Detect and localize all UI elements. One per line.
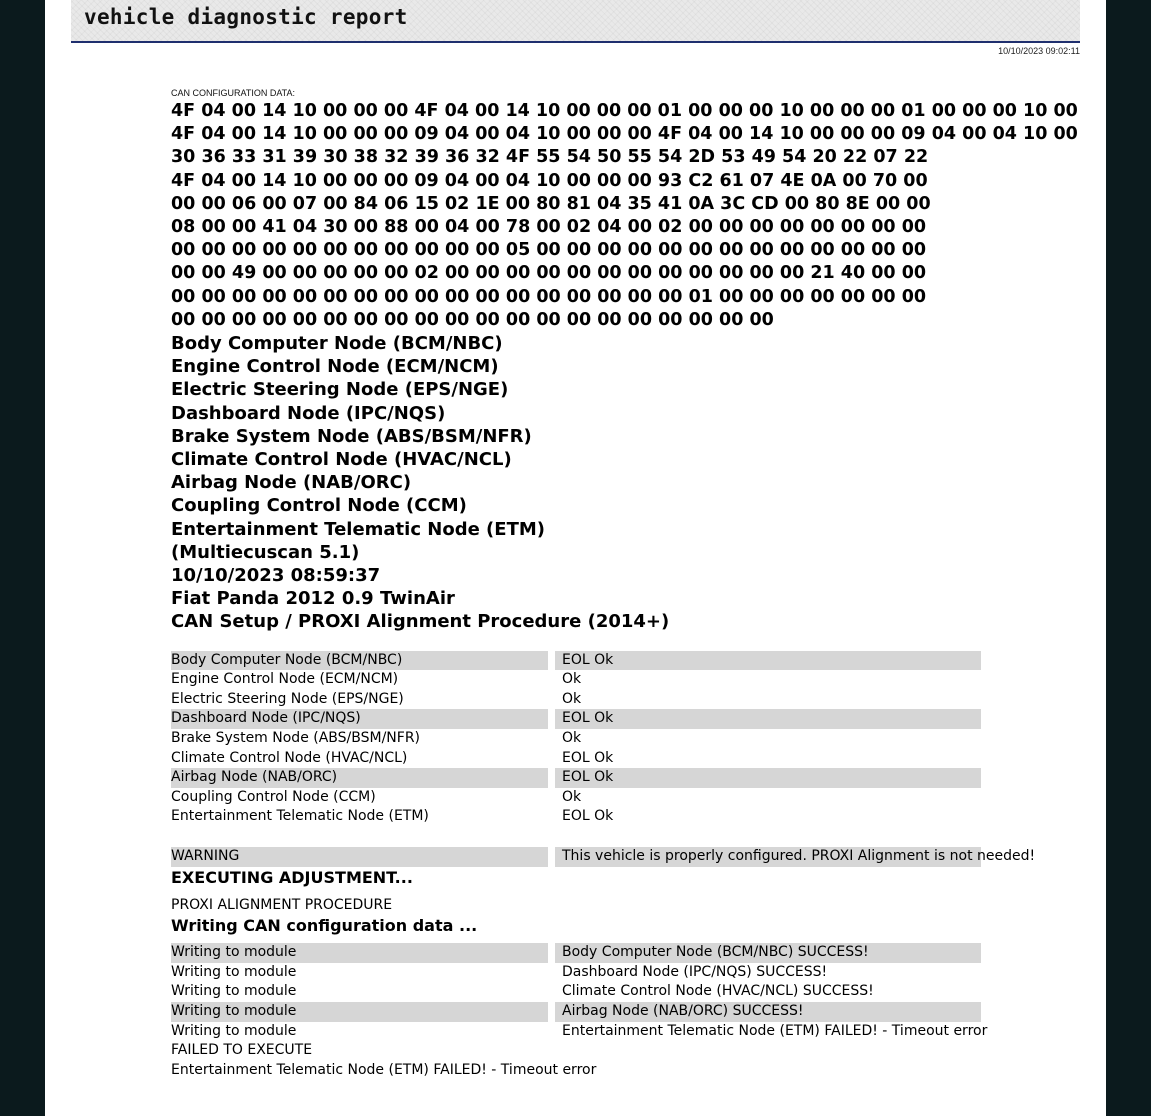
hex-line: 00 00 00 00 00 00 00 00 00 00 00 00 00 00 00 00 00 01 00 00 00 00 00 00 00 bbox=[171, 286, 927, 307]
write-results-table bbox=[171, 943, 1106, 1041]
status-value: Ok bbox=[562, 788, 582, 805]
status-node: Airbag Node (NAB/ORC) bbox=[171, 768, 548, 788]
status-value: EOL Ok bbox=[562, 749, 614, 766]
node-status-table bbox=[171, 651, 1106, 827]
status-value: EOL Ok bbox=[555, 768, 981, 788]
warning-row bbox=[171, 847, 1106, 867]
status-row bbox=[171, 709, 1106, 729]
node-line: Entertainment Telematic Node (ETM) bbox=[171, 518, 546, 540]
write-result: Airbag Node (NAB/ORC) SUCCESS! bbox=[555, 1002, 981, 1022]
status-value: Ok bbox=[562, 690, 582, 707]
warning-message: This vehicle is properly configured. PROXI Alignment is not needed! bbox=[562, 848, 1036, 865]
status-row bbox=[171, 729, 1106, 749]
node-line: Brake System Node (ABS/BSM/NFR) bbox=[171, 425, 532, 447]
write-action: Writing to module bbox=[171, 963, 297, 980]
status-value: EOL Ok bbox=[555, 709, 981, 729]
node-line: Climate Control Node (HVAC/NCL) bbox=[171, 449, 512, 471]
status-row bbox=[171, 690, 1106, 710]
status-node: Electric Steering Node (EPS/NGE) bbox=[171, 690, 404, 707]
report-page bbox=[45, 0, 1106, 1116]
hex-line: 4F 04 00 14 10 00 00 00 09 04 00 04 10 00 00 00 4F 04 00 14 10 00 00 00 09 04 00 04 10 00 bbox=[171, 124, 1078, 145]
warning-label: WARNING bbox=[171, 847, 548, 867]
write-row bbox=[171, 982, 1106, 1002]
hex-line: 00 00 00 00 00 00 00 00 00 00 00 00 00 00 00 00 00 00 00 00 bbox=[171, 309, 774, 330]
vehicle-model: Fiat Panda 2012 0.9 TwinAir bbox=[171, 588, 455, 610]
status-row bbox=[171, 768, 1106, 788]
status-row bbox=[171, 807, 1106, 827]
status-value: EOL Ok bbox=[555, 651, 981, 671]
write-row bbox=[171, 943, 1106, 963]
status-row bbox=[171, 651, 1106, 671]
status-value: EOL Ok bbox=[562, 808, 614, 825]
status-node: Engine Control Node (ECM/NCM) bbox=[171, 671, 399, 688]
write-action: Writing to module bbox=[171, 1002, 548, 1022]
session-datetime: 10/10/2023 08:59:37 bbox=[171, 565, 381, 587]
report-content bbox=[171, 86, 1106, 1080]
node-line: Electric Steering Node (EPS/NGE) bbox=[171, 379, 509, 401]
status-node: Coupling Control Node (CCM) bbox=[171, 788, 376, 805]
status-value: Ok bbox=[562, 730, 582, 747]
can-config-label: CAN CONFIGURATION DATA: bbox=[171, 88, 296, 98]
hex-line: 00 00 00 00 00 00 00 00 00 00 00 05 00 00 00 00 00 00 00 00 00 00 00 00 00 bbox=[171, 240, 927, 261]
report-title: vehicle diagnostic report bbox=[84, 5, 408, 29]
hex-block bbox=[171, 100, 1106, 332]
write-action: Writing to module bbox=[171, 943, 548, 963]
status-node: Brake System Node (ABS/BSM/NFR) bbox=[171, 730, 421, 747]
node-line: Engine Control Node (ECM/NCM) bbox=[171, 356, 499, 378]
write-result: Entertainment Telematic Node (ETM) FAILED! - Timeout error bbox=[562, 1022, 988, 1039]
hex-line: 00 00 49 00 00 00 00 00 02 00 00 00 00 00 00 00 00 00 00 00 00 21 40 00 00 bbox=[171, 263, 927, 284]
status-node: Climate Control Node (HVAC/NCL) bbox=[171, 749, 408, 766]
failure-detail: Entertainment Telematic Node (ETM) FAILED! - Timeout error bbox=[171, 1061, 597, 1078]
write-action: Writing to module bbox=[171, 983, 297, 1000]
write-result: Body Computer Node (BCM/NBC) SUCCESS! bbox=[555, 943, 981, 963]
node-summary-block bbox=[171, 332, 1106, 634]
status-row bbox=[171, 788, 1106, 808]
failure-label: FAILED TO EXECUTE bbox=[171, 1042, 313, 1059]
write-row bbox=[171, 963, 1106, 983]
node-line: Coupling Control Node (CCM) bbox=[171, 495, 467, 517]
writing-heading: Writing CAN configuration data ... bbox=[171, 916, 478, 936]
procedure-title: CAN Setup / PROXI Alignment Procedure (2014+) bbox=[171, 611, 670, 633]
write-result: Dashboard Node (IPC/NQS) SUCCESS! bbox=[562, 963, 828, 980]
status-value: Ok bbox=[562, 671, 582, 688]
executing-heading: EXECUTING ADJUSTMENT... bbox=[171, 867, 413, 887]
warning-cell bbox=[555, 847, 1035, 867]
status-row bbox=[171, 749, 1106, 769]
write-result: Climate Control Node (HVAC/NCL) SUCCESS! bbox=[562, 983, 874, 1000]
hex-line: 4F 04 00 14 10 00 00 00 4F 04 00 14 10 00 00 00 01 00 00 00 10 00 00 00 01 00 00 00 10 00 bbox=[171, 101, 1078, 121]
hex-line: 30 36 33 31 39 30 38 32 39 36 32 4F 55 54 50 55 54 2D 53 49 54 20 22 07 22 bbox=[171, 147, 929, 168]
node-line: Dashboard Node (IPC/NQS) bbox=[171, 402, 446, 424]
status-node: Body Computer Node (BCM/NBC) bbox=[171, 651, 548, 671]
hex-line: 00 00 06 00 07 00 84 06 15 02 1E 00 80 81 04 35 41 0A 3C CD 00 80 8E 00 00 bbox=[171, 193, 931, 214]
write-row bbox=[171, 1002, 1106, 1022]
software-version: (Multiecuscan 5.1) bbox=[171, 541, 360, 563]
status-node: Dashboard Node (IPC/NQS) bbox=[171, 709, 548, 729]
node-line: Body Computer Node (BCM/NBC) bbox=[171, 333, 503, 355]
write-action: Writing to module bbox=[171, 1022, 297, 1039]
status-node: Entertainment Telematic Node (ETM) bbox=[171, 808, 429, 825]
hex-line: 08 00 00 41 04 30 00 88 00 04 00 78 00 02 04 00 02 00 00 00 00 00 00 00 00 bbox=[171, 217, 927, 238]
report-banner bbox=[71, 0, 1080, 43]
hex-line: 4F 04 00 14 10 00 00 00 09 04 00 04 10 00 00 00 93 C2 61 07 4E 0A 00 70 00 bbox=[171, 170, 928, 191]
write-row bbox=[171, 1022, 1106, 1042]
report-timestamp: 10/10/2023 09:02:11 bbox=[998, 46, 1080, 56]
node-line: Airbag Node (NAB/ORC) bbox=[171, 472, 412, 494]
status-row bbox=[171, 670, 1106, 690]
procedure-label: PROXI ALIGNMENT PROCEDURE bbox=[171, 896, 393, 913]
